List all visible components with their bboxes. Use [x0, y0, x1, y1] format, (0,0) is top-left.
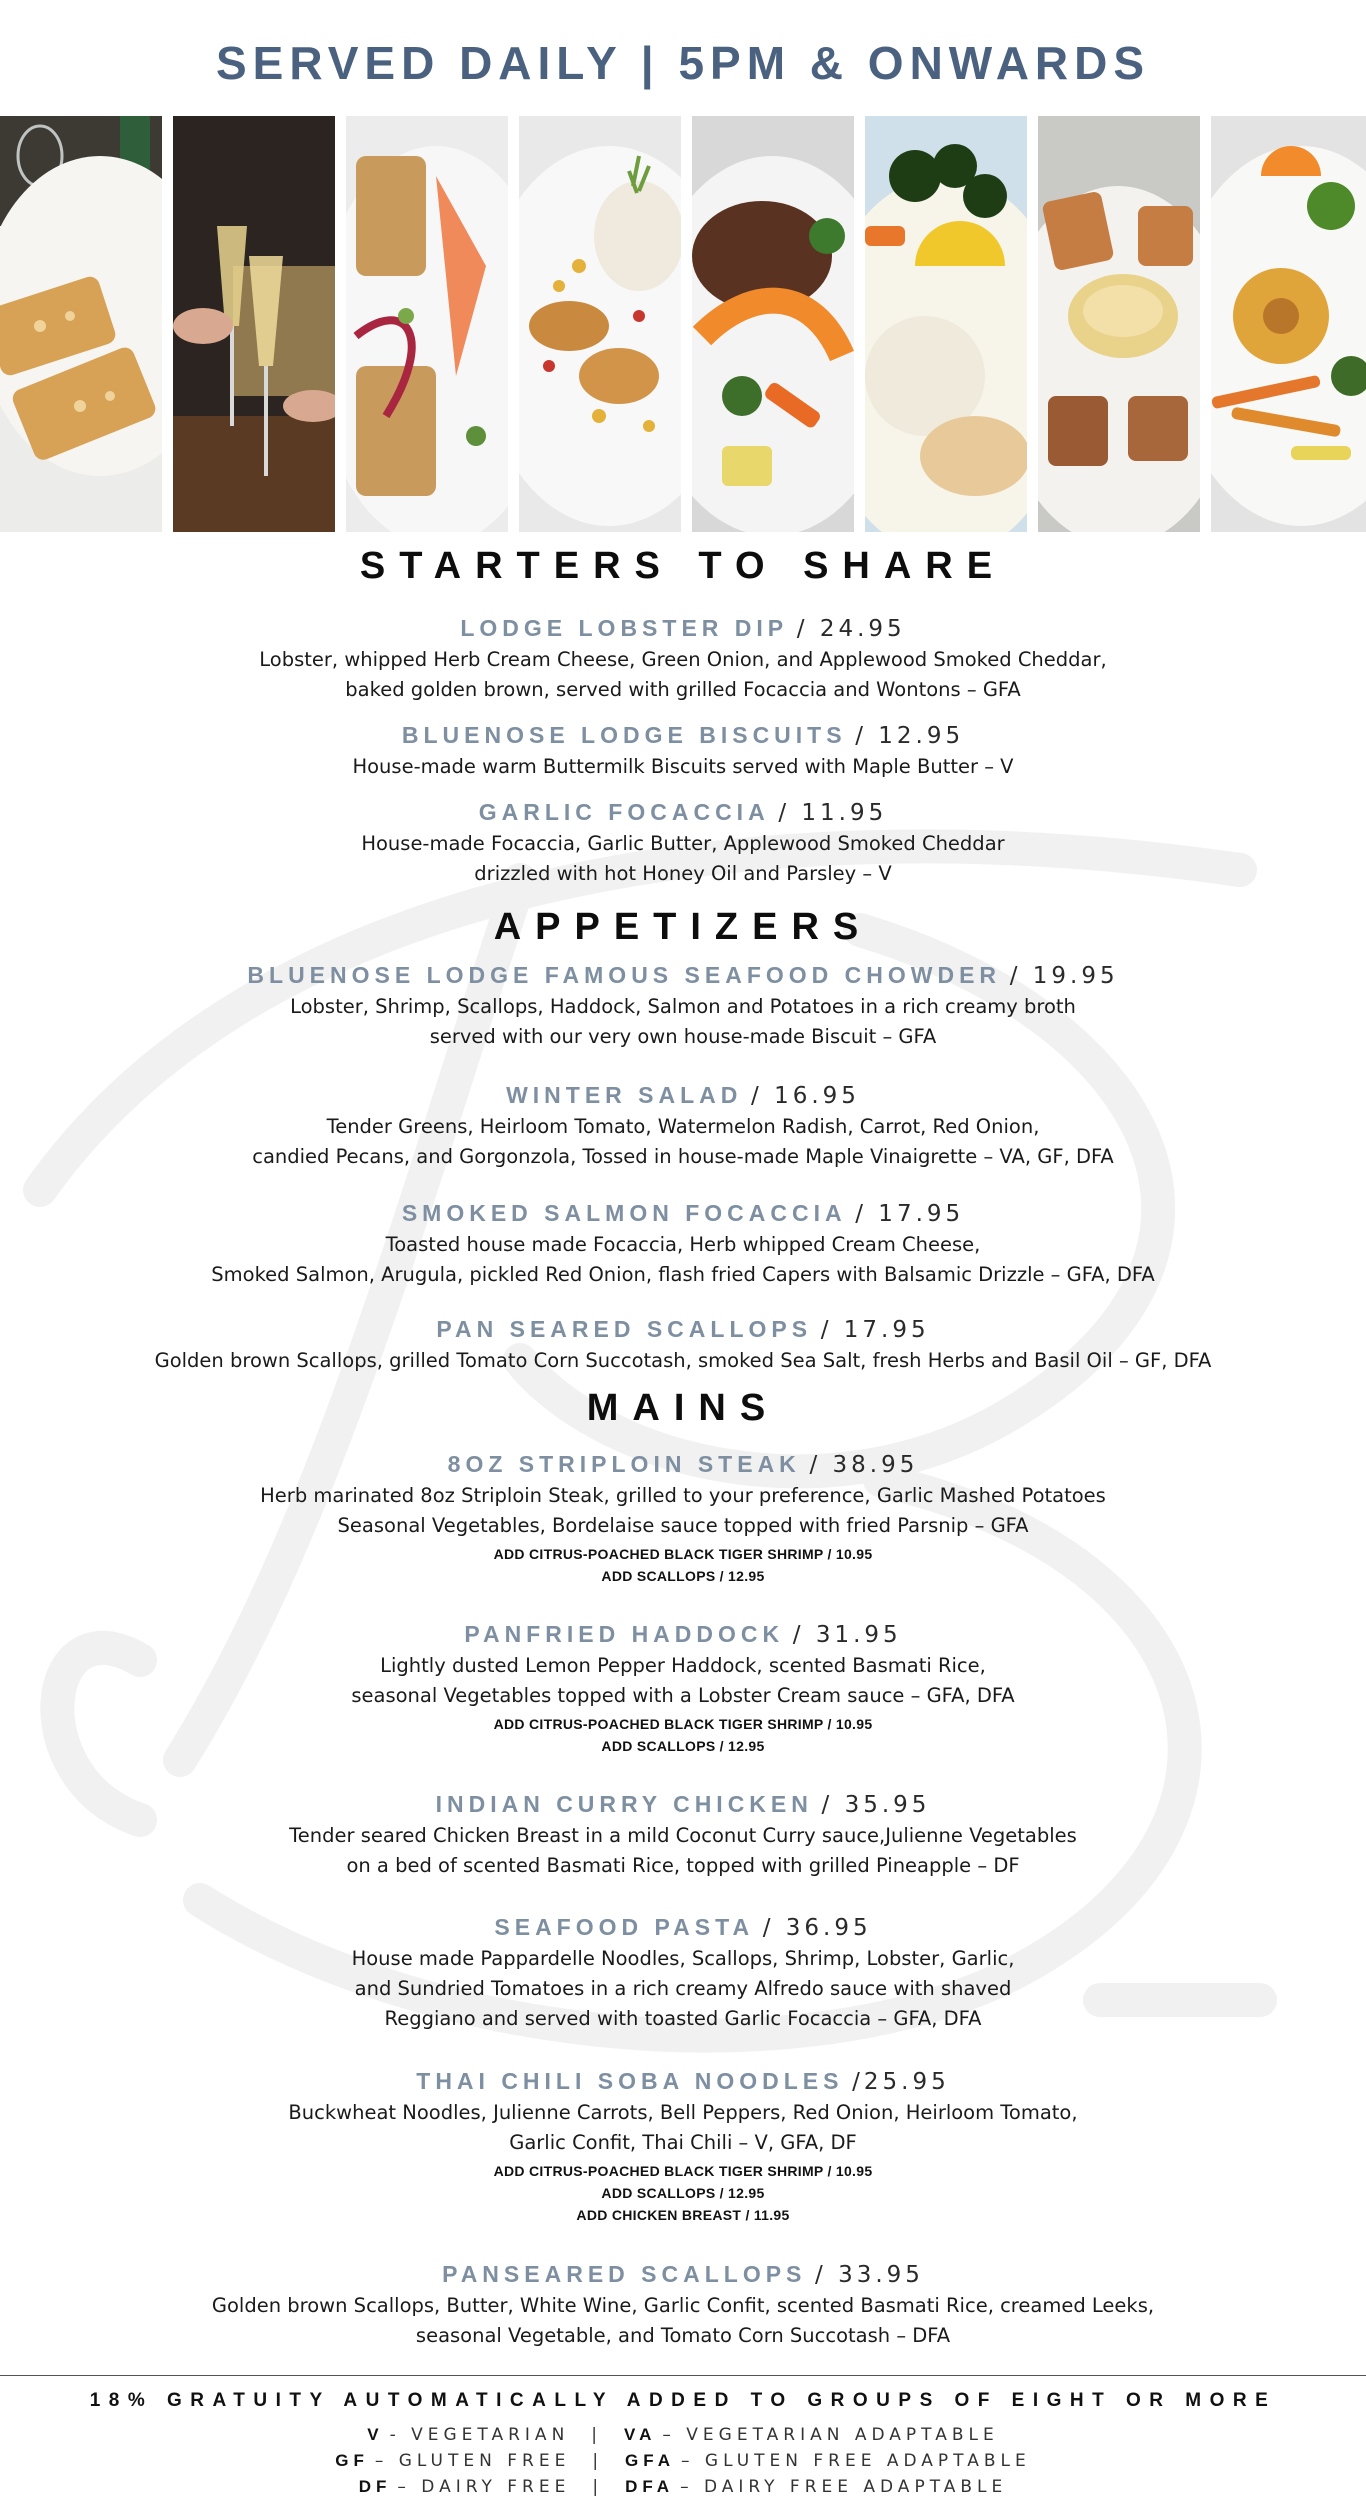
legend-code: VA: [624, 2425, 657, 2444]
item-heading: [0, 1313, 1366, 1346]
addon-option: ADD SCALLOPS / 12.95: [601, 2185, 765, 2201]
legend-row: [0, 2474, 1366, 2500]
item-price: / 17.95: [855, 1201, 965, 1227]
menu-item: [0, 1911, 1366, 2034]
item-name: PANSEARED SCALLOPS: [442, 2261, 807, 2287]
legend-text: – GLUTEN FREE: [374, 2451, 571, 2471]
item-description-line: Golden brown Scallops, grilled Tomato Corn Succotash, smoked Sea Salt, fresh Herbs and Basil Oil – GF, DFA: [154, 1349, 1212, 1372]
legend-text: - VEGETARIAN: [389, 2425, 570, 2445]
item-heading: [0, 1788, 1366, 1821]
legend-separator: |: [592, 2477, 604, 2497]
item-description-line: Tender seared Chicken Breast in a mild Coconut Curry sauce,Julienne Vegetables: [289, 1824, 1077, 1847]
item-description-line: Smoked Salmon, Arugula, pickled Red Onion, flash fried Capers with Balsamic Drizzle – GFA, DFA: [211, 1263, 1155, 1286]
item-description-line: Herb marinated 8oz Striploin Steak, grilled to your preference, Garlic Mashed Potatoes: [260, 1484, 1106, 1507]
item-heading: [0, 1618, 1366, 1651]
menu-item: [0, 612, 1366, 705]
item-name: GARLIC FOCACCIA: [478, 799, 770, 825]
item-description-line: House-made warm Buttermilk Biscuits served with Maple Butter – V: [352, 755, 1014, 778]
item-name: 8OZ STRIPLOIN STEAK: [447, 1451, 801, 1477]
legend-code: GFA: [625, 2451, 675, 2470]
menu-item: [0, 1313, 1366, 1376]
photo-curry-chicken: [1211, 116, 1366, 532]
photo-salmon-focaccia: [346, 116, 508, 532]
item-description-line: candied Pecans, and Gorgonzola, Tossed in house-made Maple Vinaigrette – VA, GF, DFA: [252, 1145, 1114, 1168]
photo-champagne-toast: [173, 116, 335, 532]
photo-steak-vegetables: [692, 116, 854, 532]
section-title: MAINS: [586, 1387, 780, 1429]
addon-option: ADD CITRUS-POACHED BLACK TIGER SHRIMP / 10.95: [493, 2163, 873, 2179]
item-heading: [0, 1448, 1366, 1481]
legend-text: – DAIRY FREE: [397, 2477, 571, 2497]
item-price: / 17.95: [820, 1317, 930, 1343]
menu-item: [0, 2258, 1366, 2351]
item-description-line: Buckwheat Noodles, Julienne Carrots, Bell Peppers, Red Onion, Heirloom Tomato,: [288, 2101, 1078, 2124]
item-price: /25.95: [852, 2069, 950, 2095]
item-description-line: seasonal Vegetable, and Tomato Corn Succotash – DFA: [415, 2324, 951, 2347]
item-description-line: Lobster, whipped Herb Cream Cheese, Green Onion, and Applewood Smoked Cheddar,: [259, 648, 1107, 671]
item-price: / 38.95: [809, 1452, 919, 1478]
addon-option: ADD SCALLOPS / 12.95: [601, 1568, 765, 1584]
item-name: PANFRIED HADDOCK: [464, 1621, 785, 1647]
legend-code: V: [367, 2425, 384, 2444]
item-name: INDIAN CURRY CHICKEN: [435, 1791, 813, 1817]
item-price: / 24.95: [796, 616, 906, 642]
item-price: / 33.95: [815, 2262, 924, 2288]
item-name: BLUENOSE LODGE FAMOUS SEAFOOD CHOWDER: [247, 962, 1002, 988]
item-description-line: Toasted house made Focaccia, Herb whipped Cream Cheese,: [385, 1233, 981, 1256]
item-price: / 36.95: [762, 1915, 872, 1941]
menu-item: [0, 1788, 1366, 1881]
item-description-line: Reggiano and served with toasted Garlic Focaccia – GFA, DFA: [384, 2007, 982, 2030]
item-description-line: served with our very own house-made Biscuit – GFA: [429, 1025, 937, 1048]
item-addons: [0, 1713, 1366, 1757]
item-price: / 35.95: [821, 1792, 931, 1818]
menu-item: [0, 959, 1366, 1052]
item-name: PAN SEARED SCALLOPS: [436, 1316, 813, 1342]
menu-item: [0, 719, 1366, 782]
item-price: / 19.95: [1009, 963, 1119, 989]
dietary-legend: [0, 2422, 1366, 2500]
legend-row: [0, 2422, 1366, 2448]
photo-scallops-succotash: [519, 116, 681, 532]
item-name: LODGE LOBSTER DIP: [460, 615, 789, 641]
gratuity-notice: 18% GRATUITY AUTOMATICALLY ADDED TO GROUPS OF EIGHT OR MORE: [89, 2390, 1277, 2411]
item-description-line: Golden brown Scallops, Butter, White Wine, Garlic Confit, scented Basmati Rice, creamed Leeks,: [211, 2294, 1155, 2317]
item-heading: [0, 796, 1366, 829]
item-addons: [0, 1543, 1366, 1587]
item-heading: [0, 2258, 1366, 2291]
item-name: THAI CHILI SOBA NOODLES: [416, 2068, 844, 2094]
legend-code: DFA: [625, 2477, 675, 2496]
menu-footer: [0, 2375, 1366, 2500]
item-heading: [0, 959, 1366, 992]
item-heading: [0, 2065, 1366, 2098]
item-name: SMOKED SALMON FOCACCIA: [401, 1200, 847, 1226]
item-price: / 12.95: [855, 723, 965, 749]
item-heading: [0, 719, 1366, 752]
item-description-line: Garlic Confit, Thai Chili – V, GFA, DF: [509, 2131, 857, 2154]
section-title: STARTERS TO SHARE: [359, 545, 1007, 587]
item-name: BLUENOSE LODGE BISCUITS: [401, 722, 847, 748]
menu-item: [0, 2065, 1366, 2226]
item-price: / 16.95: [751, 1083, 860, 1109]
item-heading: [0, 1079, 1366, 1112]
photo-strip: [0, 116, 1366, 532]
item-description-line: House made Pappardelle Noodles, Scallops, Shrimp, Lobster, Garlic,: [351, 1947, 1015, 1970]
legend-text: – DAIRY FREE ADAPTABLE: [680, 2477, 1008, 2497]
item-description-line: baked golden brown, served with grilled Focaccia and Wontons – GFA: [345, 678, 1021, 701]
item-price: / 11.95: [778, 800, 888, 826]
legend-row: [0, 2448, 1366, 2474]
addon-option: ADD SCALLOPS / 12.95: [601, 1738, 765, 1754]
legend-code: DF: [358, 2477, 392, 2496]
photo-lobster-dip: [1038, 116, 1200, 532]
legend-separator: |: [591, 2425, 603, 2445]
item-description-line: on a bed of scented Basmati Rice, topped with grilled Pineapple – DF: [346, 1854, 1020, 1877]
menu-item: [0, 796, 1366, 889]
addon-option: ADD CHICKEN BREAST / 11.95: [576, 2207, 790, 2223]
item-description-line: Lobster, Shrimp, Scallops, Haddock, Salmon and Potatoes in a rich creamy broth: [290, 995, 1076, 1018]
item-name: WINTER SALAD: [506, 1082, 743, 1108]
legend-code: GF: [335, 2451, 369, 2470]
legend-text: – VEGETARIAN ADAPTABLE: [662, 2425, 999, 2445]
item-heading: [0, 1197, 1366, 1230]
menu-item: [0, 1618, 1366, 1757]
menu-item: [0, 1197, 1366, 1290]
item-description-line: and Sundried Tomatoes in a rich creamy Alfredo sauce with shaved: [354, 1977, 1012, 2000]
legend-separator: |: [592, 2451, 604, 2471]
item-description-line: drizzled with hot Honey Oil and Parsley – V: [474, 862, 892, 885]
item-description-line: Seasonal Vegetables, Bordelaise sauce topped with fried Parsnip – GFA: [337, 1514, 1029, 1537]
item-description-line: House-made Focaccia, Garlic Butter, Applewood Smoked Cheddar: [361, 832, 1005, 855]
item-addons: [0, 2160, 1366, 2226]
item-description-line: Tender Greens, Heirloom Tomato, Watermelon Radish, Carrot, Red Onion,: [326, 1115, 1040, 1138]
item-heading: [0, 612, 1366, 645]
menu-item: [0, 1448, 1366, 1587]
item-description-line: Lightly dusted Lemon Pepper Haddock, scented Basmati Rice,: [380, 1654, 986, 1677]
item-description-line: seasonal Vegetables topped with a Lobster Cream sauce – GFA, DFA: [351, 1684, 1015, 1707]
menu-item: [0, 1079, 1366, 1172]
item-name: SEAFOOD PASTA: [494, 1914, 755, 1940]
photo-haddock-rice: [865, 116, 1027, 532]
addon-option: ADD CITRUS-POACHED BLACK TIGER SHRIMP / 10.95: [493, 1546, 873, 1562]
legend-text: – GLUTEN FREE ADAPTABLE: [681, 2451, 1031, 2471]
addon-option: ADD CITRUS-POACHED BLACK TIGER SHRIMP / 10.95: [493, 1716, 873, 1732]
page-title: SERVED DAILY | 5PM & ONWARDS: [215, 37, 1151, 89]
section-title: APPETIZERS: [493, 906, 873, 948]
item-price: / 31.95: [792, 1622, 902, 1648]
photo-garlic-bread: [0, 116, 162, 532]
item-heading: [0, 1911, 1366, 1944]
